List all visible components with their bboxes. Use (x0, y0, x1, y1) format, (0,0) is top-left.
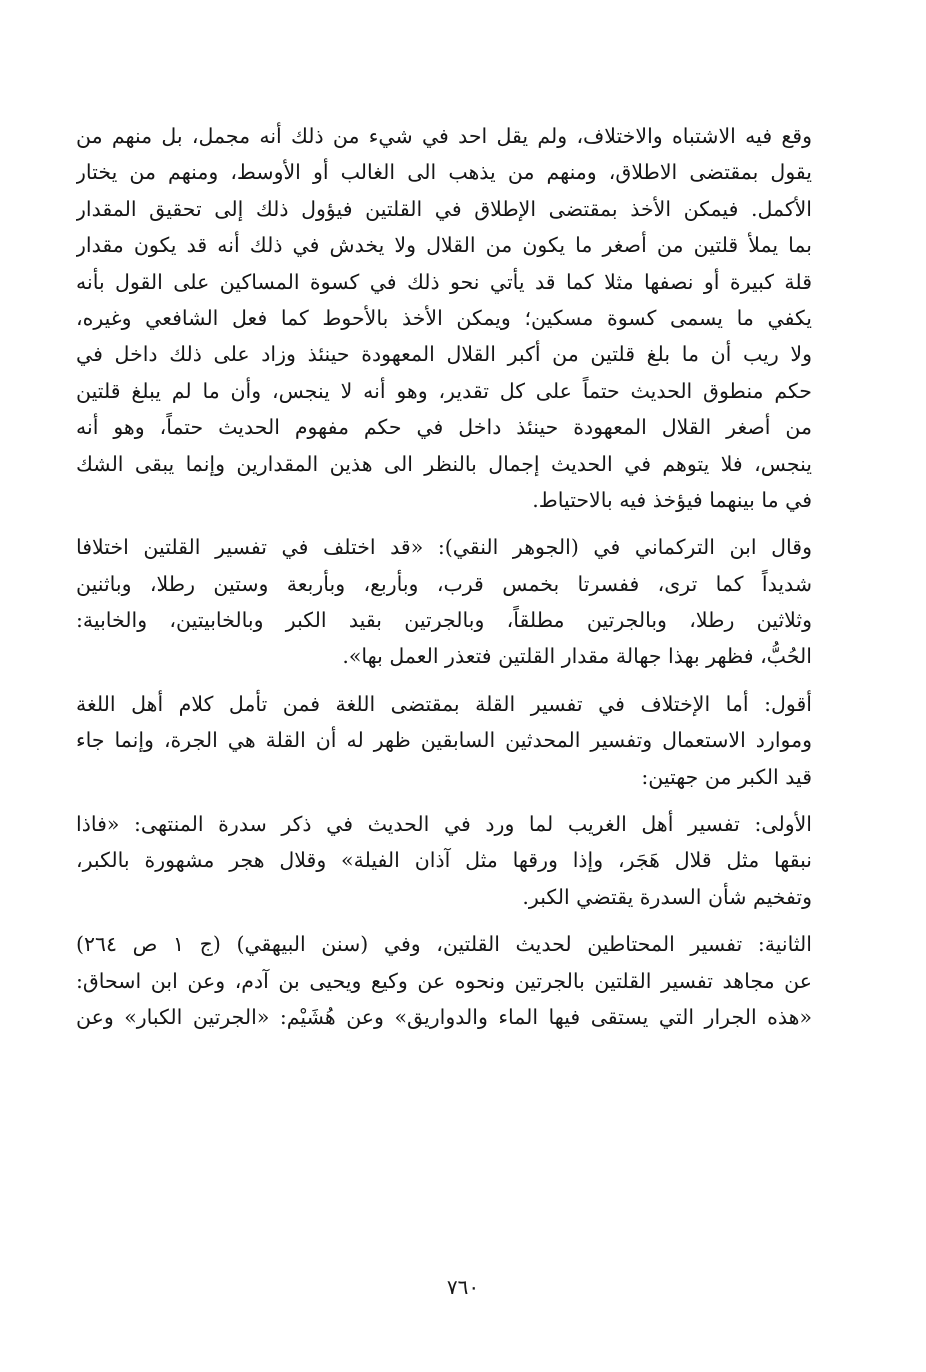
text-line: وثلاثين رطلا، وبالجرتين مطلقاً، وبالجرتين بقيد الكبر وبالخابيتين، والخابية: (76, 608, 812, 633)
paragraph-5 (76, 926, 812, 1035)
text-line: قيد الكبر من جهتين: (641, 764, 812, 789)
text-line: الأكمل. فيمكن الأخذ بمقتضى الإطلاق في القلتين فيؤول ذلك إلى تحقيق المقدار (76, 196, 812, 221)
text-line: ينجس، فلا يتوهم في الحديث إجمال بالنظر الى هذين المقدارين وإنما يبقى الشك (76, 451, 812, 476)
text-line: في ما بينهما فيؤخذ فيه بالاحتياط. (532, 487, 812, 512)
text-line: الأولى: تفسير أهل الغريب لما ورد في الحديث في ذكر سدرة المنتهى: «فاذا (76, 812, 812, 837)
text-line: وموارد الاستعمال وتفسير المحدثين السابقين ظهر له أن القلة هي الجرة، وإنما جاء (76, 728, 812, 753)
text-line: «هذه الجرار التي يستقى فيها الماء والدواريق» وعن هُشَيْم: «الجرتين الكبار» وعن (76, 1004, 812, 1029)
paragraph-gap (76, 795, 812, 806)
text-line: وقع فيه الاشتباه والاختلاف، ولم يقل احد في شيء من ذلك أنه مجمل، بل منهم من (76, 124, 812, 148)
text-line: الحُبُّ، فظهر بهذا جهالة مقدار القلتين فتعذر العمل بها». (342, 644, 812, 669)
text-line: ولا ريب أن ما بلغ قلتين من أكبر القلال المعهودة حينئذ وزاد على ذلك داخل في (76, 342, 812, 367)
paragraph-4 (76, 806, 812, 915)
paragraph-1 (76, 118, 812, 518)
text-line: وقال ابن التركماني في (الجوهر النقي): «قد اختلف في تفسير القلتين اختلافا (76, 535, 812, 560)
paragraph-gap (76, 518, 812, 529)
text-line: من أصغر القلال المعهودة حينئذ داخل في حكم مفهوم الحديث حتماً، وهو أنه (76, 415, 812, 440)
paragraph-gap (76, 675, 812, 686)
text-line: أقول: أما الإختلاف في تفسير القلة بمقتضى اللغة فمن تأمل كلام أهل اللغة (76, 691, 812, 716)
paragraph-gap (76, 915, 812, 926)
text-line: يكفي ما يسمى كسوة مسكين؛ ويمكن الأخذ بالأحوط كما فعل الشافعي وغيره، (76, 305, 812, 330)
text-line: حكم منطوق الحديث حتماً على كل تقدير، وهو أنه لا ينجس، وأن ما لم يبلغ قلتين (76, 378, 812, 403)
text-line: يقول بمقتضى الاطلاق، ومنهم من يذهب الى الغالب أو الأوسط، ومنهم من يختار (76, 160, 812, 185)
text-line: شديداً كما ترى، ففسرتا بخمس قرب، وبأربع، وبأربعة وستين رطلا، وباثنين (76, 571, 812, 596)
page-number: ٧٦٠ (446, 1275, 480, 1299)
body-text (76, 118, 812, 1035)
paragraph-2 (76, 529, 812, 675)
text-line: الثانية: تفسير المحتاطين لحديث القلتين، وفي (سنن البيهقي) (ج ١ ص ٢٦٤) (76, 932, 812, 957)
text-line: نبقها مثل قلال هَجَر، وإذا ورقها مثل آذان الفيلة» وقلال هجر مشهورة بالكبر، (76, 848, 812, 873)
text-line: عن مجاهد تفسير القلتين بالجرتين ونحوه عن وكيع ويحيى بن آدم، وعن ابن اسحاق: (76, 968, 812, 993)
text-line: وتفخيم شأن السدرة يقتضي الكبر. (522, 884, 812, 909)
paragraph-3 (76, 686, 812, 795)
text-line: بما يملأ قلتين من أصغر ما يكون من القلال ولا يخدش في ذلك أنه قد يكون مقدار (76, 233, 812, 258)
text-line: قلة كبيرة أو نصفها مثلا كما قد يأتي نحو ذلك في كسوة المساكين على القول بأنه (76, 269, 812, 294)
